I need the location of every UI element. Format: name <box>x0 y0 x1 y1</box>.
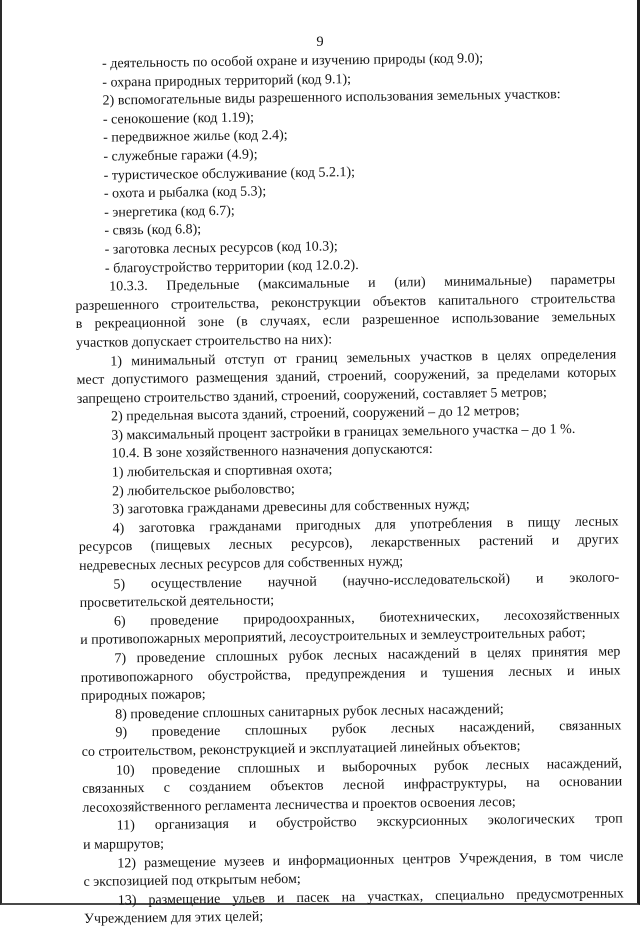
text-line: в рекреационной зоне (в случаях, если разрешенное использование земельных <box>75 309 616 333</box>
text-line: - энергетика (код 6.7); <box>104 203 235 221</box>
text-line: с экспозицией под открытым небом; <box>83 872 301 891</box>
text-line: и противопожарных мероприятий, лесоустроительных и землеустроительных работ; <box>80 626 586 649</box>
text-line: 10.4. В зоне хозяйственного назначения допускаются: <box>111 442 433 462</box>
text-line: 2) любительское рыболовство; <box>111 481 295 500</box>
text-line: 10) проведение сплошных и выборочных рубок лесных насаждений, <box>115 755 623 779</box>
text-line: - связь (код 6.8); <box>104 222 202 239</box>
text-line: противопожарного обустройства, предупреждения и тушения лесных и иных <box>80 662 621 686</box>
text-line: природных пожаров; <box>80 687 206 705</box>
text-line: 8) проведение сплошных санитарных рубок лесных насаждений; <box>115 701 504 723</box>
text-line: - туристическое обслуживание (код 5.2.1); <box>103 164 356 184</box>
text-line: - заготовка лесных ресурсов (код 10.3); <box>104 239 338 258</box>
text-line: - деятельность по особой охране и изучению природы (код 9.0); <box>102 51 484 72</box>
text-line: 13) размещение ульев и пасек на участках, специально предусмотренных <box>117 886 624 909</box>
text-line: - благоустройство территории (код 12.0.2). <box>104 257 359 277</box>
text-line: 12) размещение музеев и информационных центров Учреждения, в том числе <box>117 848 624 871</box>
text-line: 9) проведение сплошных рубок лесных насаждений, связанных <box>115 718 622 741</box>
text-line: Учреждением для этих целей; <box>83 909 264 928</box>
text-line: лесохозяйственного регламента лесничества и проектов освоения лесов; <box>82 794 516 816</box>
text-line: - охрана природных территорий (код 9.1); <box>102 71 352 91</box>
text-line: недревесных лесных ресурсов для собственных нужд; <box>79 554 404 574</box>
text-line: - передвижное жилье (код 2.4); <box>103 128 288 146</box>
text-line: 3) заготовка гражданами древесины для собственных нужд; <box>112 497 470 518</box>
text-line: просветительской деятельности; <box>79 593 275 612</box>
text-line: 3) максимальный процент застройки в границах земельного участка – до 1 %. <box>111 421 576 444</box>
text-line: со строительством, реконструкцией и эксплуатацией линейных объектов; <box>81 738 521 760</box>
text-line: разрешенного строительства, реконструкции объектов капитального строительства <box>75 291 616 314</box>
text-line: мест допустимого размещения зданий, строений, сооружений, за пределами которых <box>76 365 617 389</box>
text-line: ресурсов (пищевых лесных ресурсов), лекарственных растений и других <box>78 532 619 556</box>
text-line: 1) минимальный отступ от границ земельных участков в целях определения <box>110 346 617 369</box>
page-number: 9 <box>316 34 324 50</box>
text-line: 2) предельная высота зданий, строений, сооружений – до 12 метров; <box>110 404 520 425</box>
text-line: и маршрутов; <box>82 836 165 853</box>
text-line: 7) проведение сплошных рубок лесных насаждений в целях принятия мер <box>114 644 621 667</box>
text-line: 4) заготовка гражданами пригодных для употребления в пищу лесных <box>112 514 619 537</box>
text-line: - служебные гаражи (4.9); <box>103 147 258 165</box>
text-line: 10.3.3. Предельные (максимальные и (или) минимальные) параметры <box>109 272 616 295</box>
text-line: 5) осуществление научной (научно-исследовательской) и эколого- <box>113 570 620 593</box>
text-line: запрещено строительство зданий, строений, сооружений, составляет 5 метров; <box>76 385 547 407</box>
text-line: 2) вспомогательные виды разрешенного использования земельных участков: <box>102 87 561 109</box>
text-line: связанных с созданием объектов лесной инфраструктуры, на основании <box>82 774 623 798</box>
document-body <box>72 48 624 929</box>
text-line: - охота и рыбалка (код 5.3); <box>103 184 267 202</box>
text-line: 1) любительская и спортивная охота; <box>111 462 333 481</box>
text-line: 6) проведение природоохранных, биотехнических, лесохозяйственных <box>113 607 620 630</box>
text-line: 11) организация и обустройство экскурсионных экологических троп <box>116 811 623 834</box>
text-line: - сенокошение (код 1.19); <box>102 110 255 128</box>
text-line: участков допускает строительство на них): <box>75 332 333 351</box>
